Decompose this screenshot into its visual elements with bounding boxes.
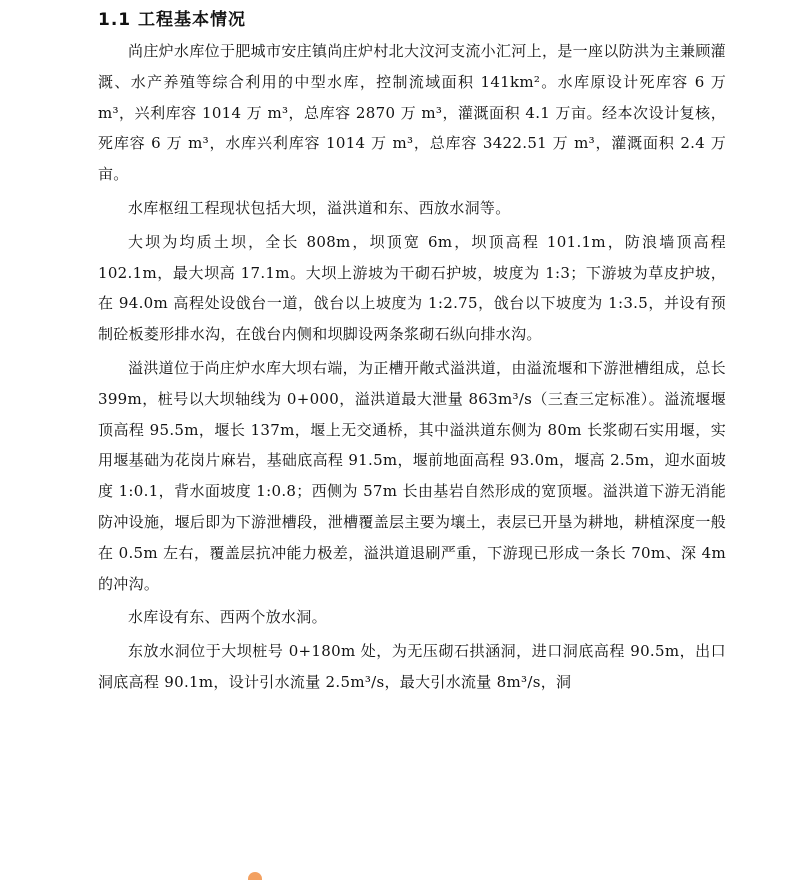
paragraph-spillway: 溢洪道位于尚庄炉水库大坝右端，为正槽开敞式溢洪道，由溢流堰和下游泄槽组成，总长 399m，桩号以大坝轴线为 0+000，溢洪道最大泄量 863m³/s（三查三定标准）。溢流堰堰顶高程 95.5m，堰长 137m，堰上无交通桥，其中溢洪道东侧为 80m 长浆砌石实用堰，实用堰基础为花岗片麻岩，基础底高程 91.5m，堰前地面高程 93.0m，堰高 2.5m，迎水面坡度 1:0.1，背水面坡度 1:0.8；西侧为 57m 长由基岩自然形成的宽顶堰。溢洪道下游无消能防冲设施，堰后即为下游泄槽段，泄槽覆盖层主要为壤土，表层已开垦为耕地，耕植深度一般在 0.5m 左右，覆盖层抗冲能力极差，溢洪道退刷严重，下游现已形成一条长 70m、深 4m 的冲沟。 [98, 358, 726, 593]
paragraph-dam: 大坝为均质土坝，全长 808m，坝顶宽 6m，坝顶高程 101.1m，防浪墙顶高程 102.1m，最大坝高 17.1m。大坝上游坡为干砌石护坡，坡度为 1:3；下游坡为草皮护坡，在 94.0m 高程处设戗台一道，戗台以上坡度为 1:2.75，戗台以下坡度为 1:3.5，并设有预制砼板菱形排水沟，在戗台内侧和坝脚设两条浆砌石纵向排水沟。 [98, 232, 726, 344]
paragraph-hub-works: 水库枢纽工程现状包括大坝，溢洪道和东、西放水洞等。 [128, 198, 511, 217]
paragraph-overview: 尚庄炉水库位于肥城市安庄镇尚庄炉村北大汶河支流小汇河上，是一座以防洪为主兼顾灌溉、水产养殖等综合利用的中型水库，控制流域面积 141km²。水库原设计死库容 6 万 m³，兴利库容 1014 万 m³，总库容 2870 万 m³，灌溉面积 4.1 万亩。经本次设计复核，死库容 6 万 m³，水库兴利库容 1014 万 m³，总库容 3422.51 万 m³，灌溉面积 2.4 万亩。 [98, 42, 726, 184]
paragraph-outlets: 水库设有东、西两个放水洞。 [128, 608, 327, 627]
paragraph-east-outlet: 东放水洞位于大坝桩号 0+180m 处，为无压砌石拱涵洞，进口洞底高程 90.5m，出口洞底高程 90.1m，设计引水流量 2.5m³/s，最大引水流量 8m³/s，洞 [98, 642, 726, 691]
section-heading: 1.1 工程基本情况 [98, 10, 247, 30]
page-edge-mark [248, 872, 262, 880]
